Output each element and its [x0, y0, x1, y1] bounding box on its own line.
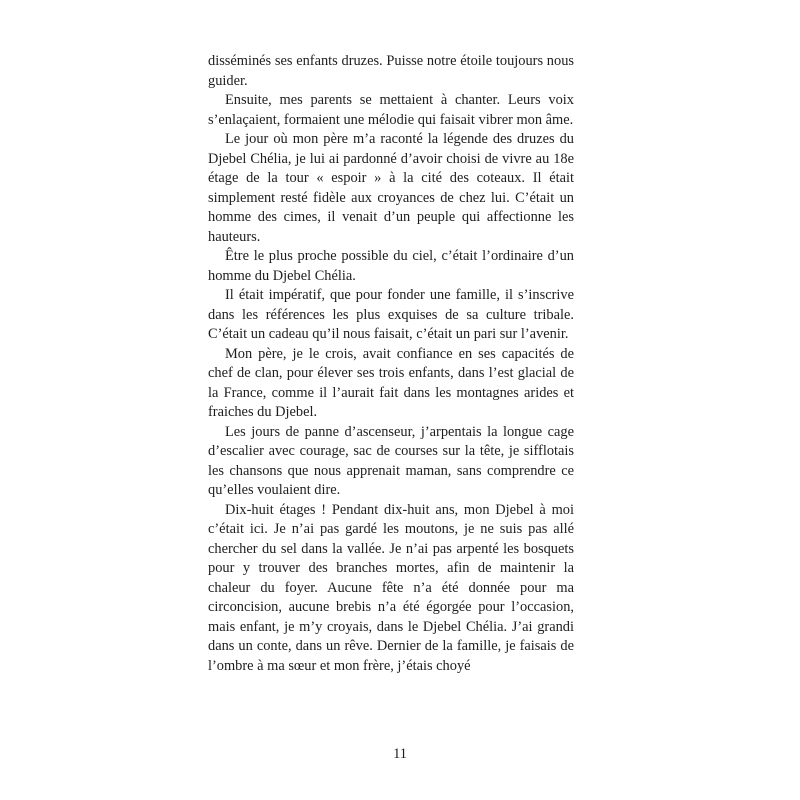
paragraph-7: Les jours de panne d’ascenseur, j’arpentais la longue cage d’escalier avec courage, sac de courses sur la tête, je sifflotais les chansons que nous apprenait maman, sans comprendre ce qu’elles voulaient dire. — [208, 423, 574, 498]
body-text — [208, 52, 574, 676]
paragraph-1: disséminés ses enfants druzes. Puisse notre étoile toujours nous guider. — [208, 53, 574, 89]
page-body — [208, 52, 574, 676]
paragraph-5: Il était impératif, que pour fonder une famille, il s’inscrive dans les références les plus exquises de sa culture tribale. C’était un cadeau qu’il nous faisait, c’était un pari sur l’avenir. — [208, 287, 574, 342]
paragraph-8: Dix-huit étages ! Pendant dix-huit ans, mon Djebel à moi c’était ici. Je n’ai pas gardé les moutons, je ne suis pas allé chercher du sel dans la vallée. Je n’ai pas arpenté les bosquets pour y trouver des branches mortes, afin de maintenir la chaleur du foyer. Aucune fête n’a été donnée pour ma circoncision, aucune brebis n’a été égorgée pour l’occasion, mais enfant, je m’y croyais, dans le Djebel Chélia. J’ai grandi dans un conte, dans un rêve. Dernier de la famille, je faisais de l’ombre à ma sœur et mon frère, j’étais choyé — [208, 501, 574, 674]
page-number: 11 — [393, 746, 407, 762]
paragraph-3: Le jour où mon père m’a raconté la légende des druzes du Djebel Chélia, je lui ai pardonné d’avoir choisi de vivre au 18e étage de la tour « espoir » à la cité des coteaux. Il était simplement resté fidèle aux croyances de chez lui. C’était un homme des cimes, il venait d’un peuple qui affectionne les hauteurs. — [208, 131, 574, 245]
paragraph-2: Ensuite, mes parents se mettaient à chanter. Leurs voix s’enlaçaient, formaient une mélodie qui faisait vibrer mon âme. — [208, 92, 574, 128]
paragraph-6: Mon père, je le crois, avait confiance en ses capacités de chef de clan, pour élever ses trois enfants, dans l’est glacial de la France, comme il l’aurait fait dans les montagnes arides et fraiches du Djebel. — [208, 345, 574, 420]
paragraph-4: Être le plus proche possible du ciel, c’était l’ordinaire d’un homme du Djebel Chélia. — [208, 248, 574, 284]
